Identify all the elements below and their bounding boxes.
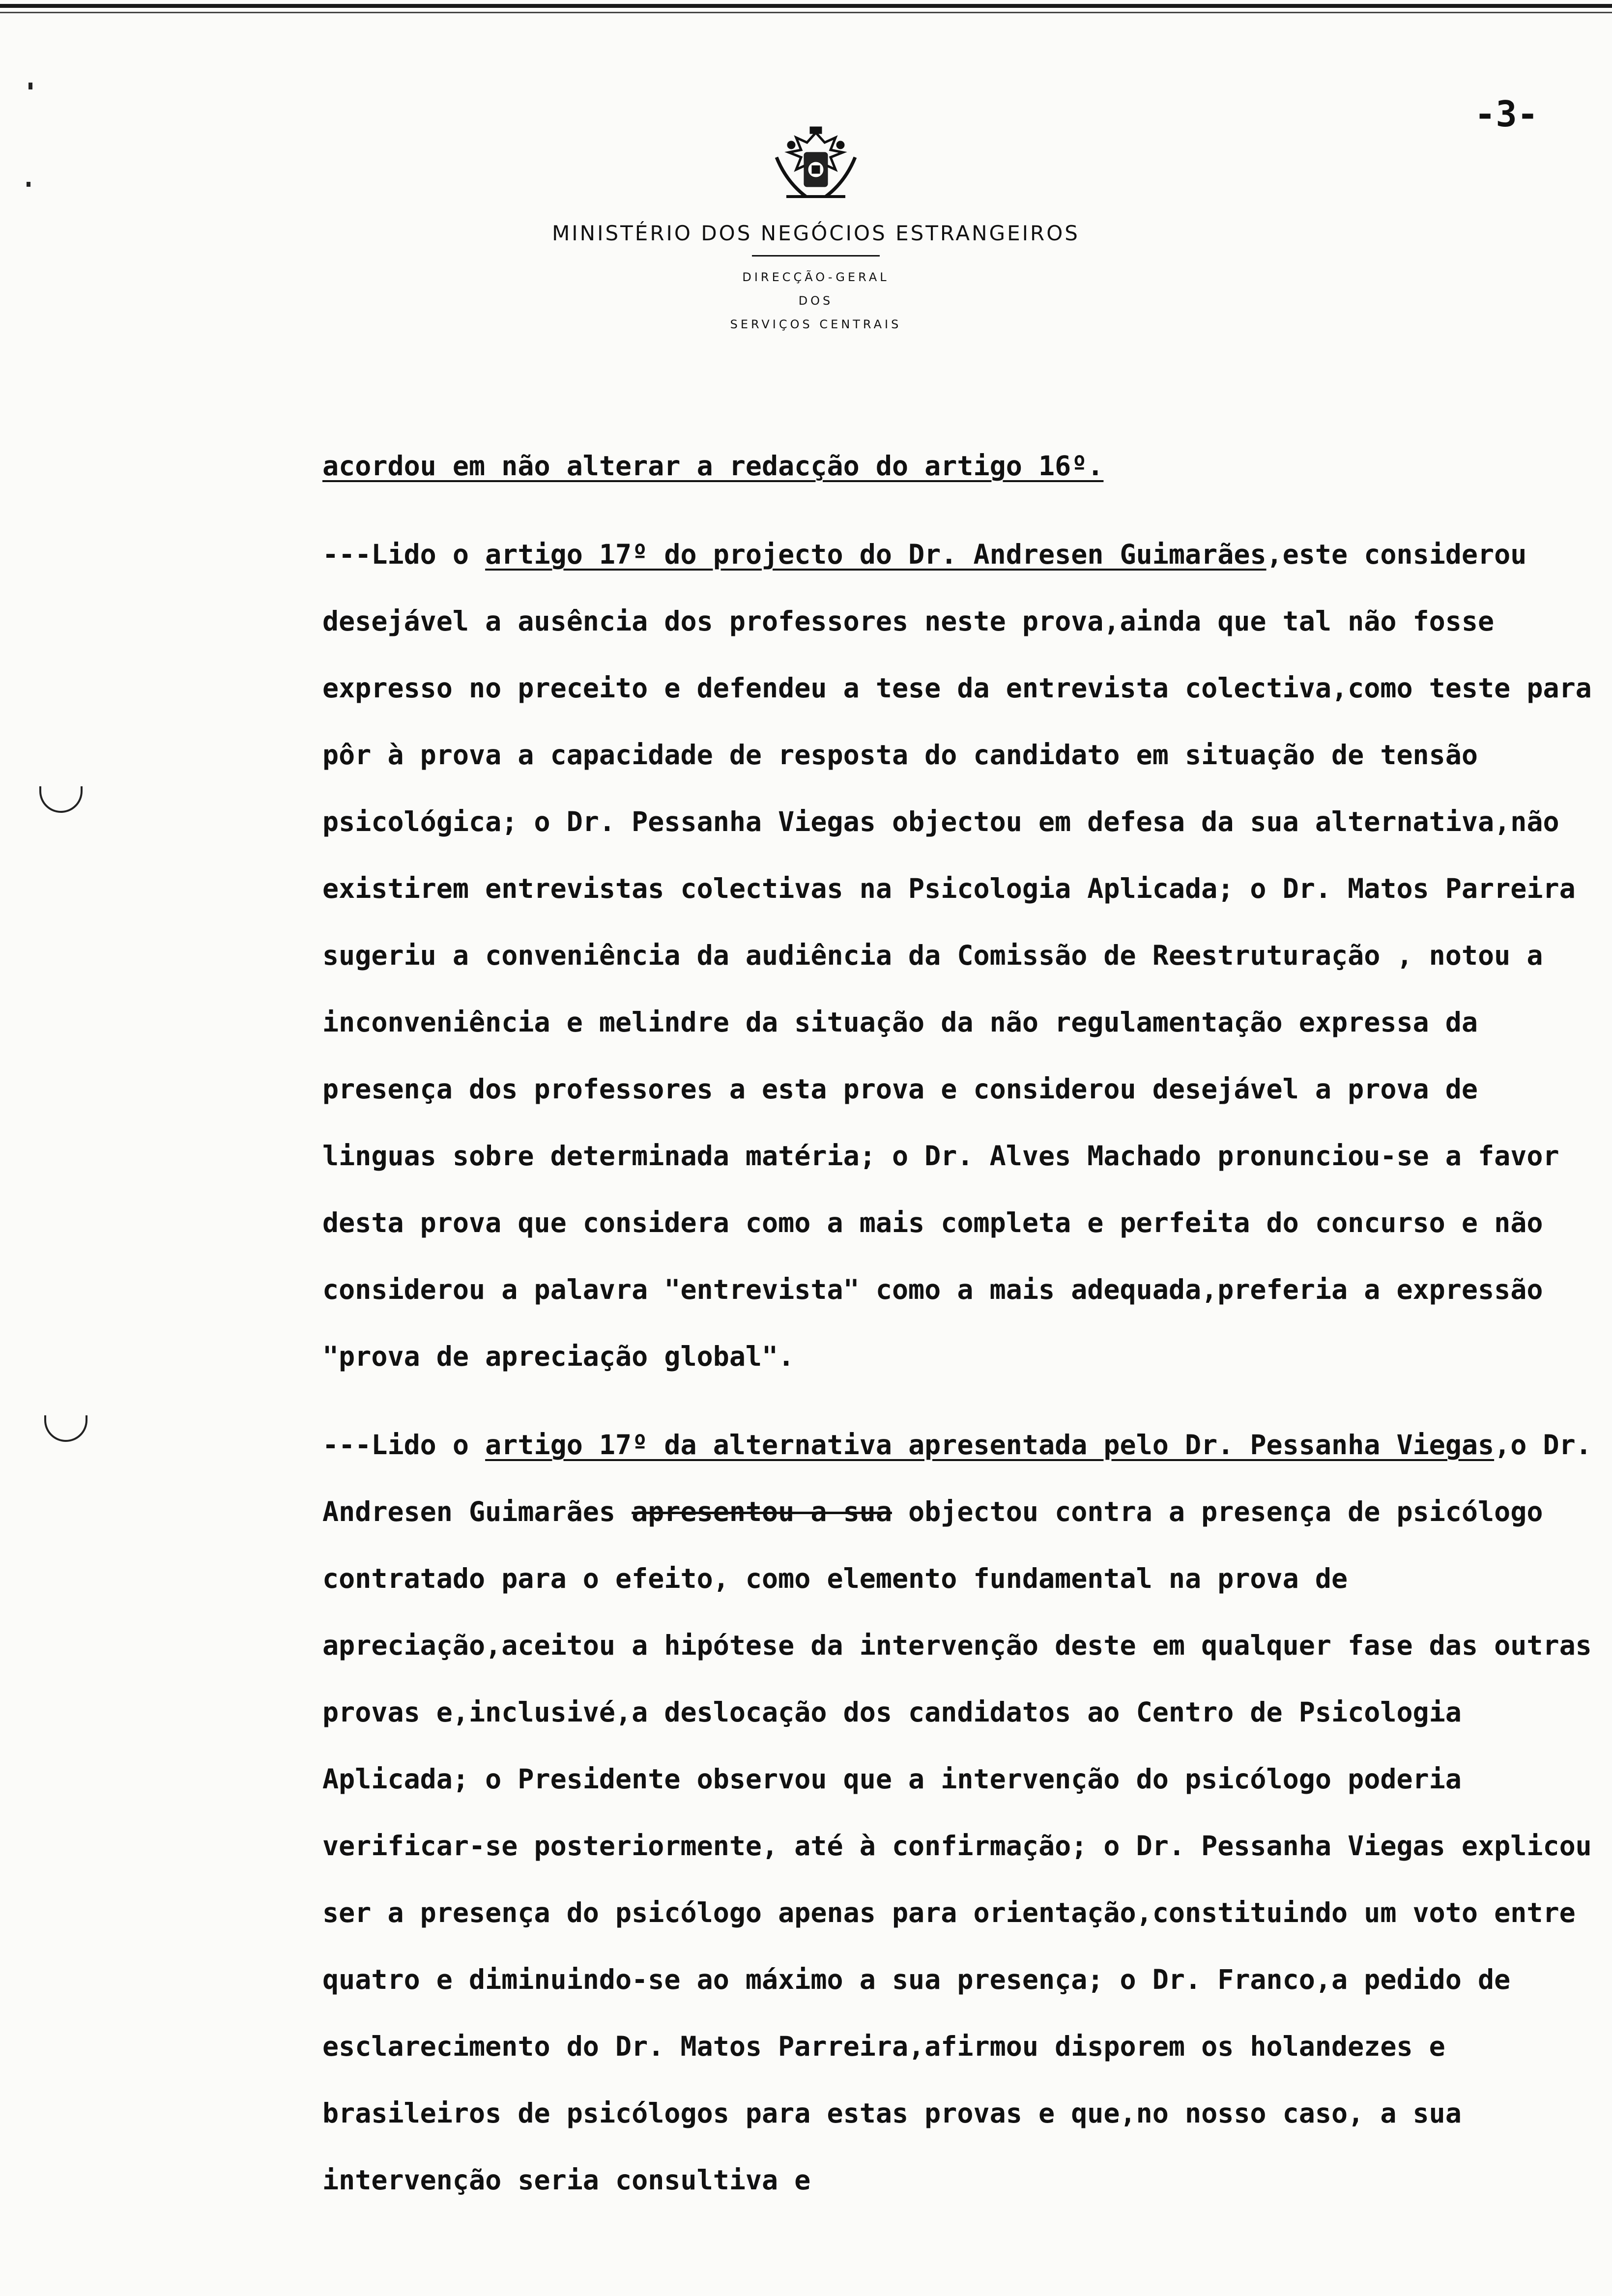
department-line-1: DIRECÇÃO-GERAL — [742, 270, 890, 284]
ministry-name: MINISTÉRIO DOS NEGÓCIOS ESTRANGEIROS — [552, 221, 1080, 245]
paragraph-3-prefix: ---Lido o — [322, 1429, 486, 1461]
letterhead — [491, 123, 1140, 336]
punch-hole-mark — [44, 1415, 87, 1442]
coat-of-arms-icon — [757, 123, 875, 211]
paragraph-3-text-b: objectou contra a presença de psicólogo contratado para o efeito, como elemento fundamental na prova de apreciação,aceitou a hipótese da intervenção deste em qualquer fase das outras provas e,inclusivé,a deslocação dos candidatos ao Centro de Psicologia Aplicada; o Presidente observou que a intervenção do psicólogo poderia verificar-se posteriormente, até à confirmação; o Dr. Pessanha Viegas explicou ser a presença do psicólogo apenas para orientação,constituindo um voto entre quatro e diminuindo-se ao máximo a sua presença; o Dr. Franco,a pedido de esclarecimento do Dr. Matos Parreira,afirmou disporem os holandezes e brasileiros de psicólogos para estas provas e que,no nosso caso, a sua intervenção seria consultiva e — [322, 1496, 1592, 2196]
punch-hole-mark — [39, 786, 83, 813]
document-body — [322, 432, 1600, 2213]
margin-mark — [27, 182, 30, 187]
header-divider — [752, 255, 880, 257]
top-edge-rule-secondary — [0, 12, 1612, 13]
department-line-2: DOS — [798, 294, 834, 308]
paragraph-1-text: acordou em não alterar a redacção do artigo 16º. — [322, 450, 1104, 482]
paragraph-2-text: ,este considerou desejável a ausência dos professores neste prova,ainda que tal não fosse expresso no preceito e defendeu a tese da entrevista colectiva,como teste para pôr à prova a capacidade de resposta do candidato em situação de tensão psicológica; o Dr. Pessanha Viegas objectou em defesa da sua alternativa,não existirem entrevistas colectivas na Psicologia Aplicada; o Dr. Matos Parreira sugeriu a conveniência da audiência da Comissão de Reestruturação , notou a inconveniência e melindre da situação da não regulamentação expressa da presença dos professores a esta prova e considerou desejável a prova de linguas sobre determinada matéria; o Dr. Alves Machado pronunciou-se a favor desta prova que considera como a mais completa e perfeita do concurso e não considerou a palavra "entrevista" como a mais adequada,preferia a expressão "prova de apreciação global". — [322, 539, 1592, 1372]
paragraph-3-underlined: artigo 17º da alternativa apresentada pelo Dr. Pessanha Viegas — [485, 1429, 1495, 1461]
department-line-3: SERVIÇOS CENTRAIS — [730, 317, 902, 331]
page-number: -3- — [1474, 93, 1539, 135]
paragraph-3 — [322, 1411, 1600, 2213]
paragraph-3-struck-text: apresentou a sua — [632, 1496, 892, 1527]
paragraph-1 — [322, 432, 1600, 499]
paragraph-2 — [322, 521, 1600, 1390]
paragraph-2-prefix: ---Lido o — [322, 539, 486, 570]
paragraph-3-text-a: ,o Dr. Andresen Guimarães — [322, 1429, 1592, 1527]
top-edge-rule — [0, 4, 1612, 8]
margin-mark — [29, 83, 32, 89]
paragraph-2-underlined: artigo 17º do projecto do Dr. Andresen Guimarães — [485, 539, 1267, 570]
